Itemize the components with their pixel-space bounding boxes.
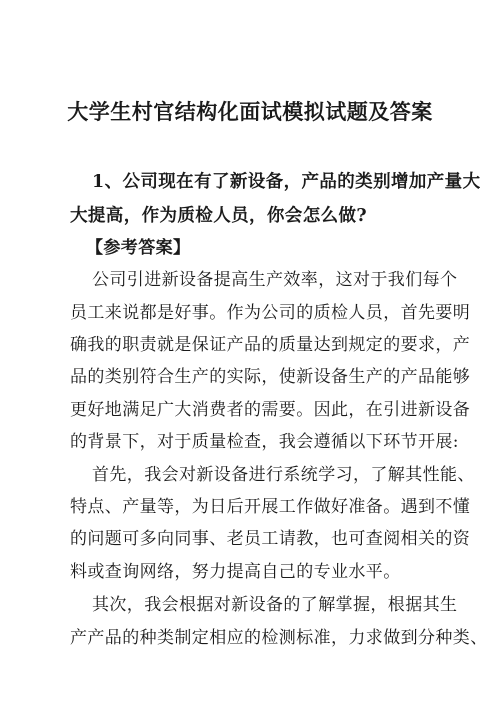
answer-line-1: 公司引进新设备提高生产效率，这对于我们每个 [92,270,458,290]
document-title: 大学生村官结构化面试模拟试题及答案 [67,99,433,124]
answer-line-7: 首先，我会对新设备进行系统学习，了解其性能、 [92,465,475,485]
answer-line-10: 料或查询网络，努力提高自己的专业水平。 [70,562,401,582]
answer-line-9: 的问题可多向同事、老员工请教，也可查阅相关的资 [70,529,471,549]
question-line-1: 1、公司现在有了新设备，产品的类别增加产量大 [92,172,481,192]
answer-label: 【参考答案】 [86,238,191,258]
answer-line-8: 特点、产量等，为日后开展工作做好准备。遇到不懂 [70,497,471,517]
answer-line-3: 确我的职责就是保证产品的质量达到规定的要求，产 [70,335,471,355]
answer-line-6: 的背景下，对于质量检查，我会遵循以下环节开展: [70,432,459,452]
question-line-2: 大提高，作为质检人员，你会怎么做? [70,206,368,226]
answer-line-2: 员工来说都是好事。作为公司的质检人员，首先要明 [70,303,471,323]
answer-line-11: 其次，我会根据对新设备的了解掌握，根据其生 [92,595,458,615]
answer-line-5: 更好地满足广大消费者的需要。因此，在引进新设备 [70,400,471,420]
answer-line-12: 产产品的种类制定相应的检测标准，力求做到分种类、 [70,628,488,648]
answer-line-4: 品的类别符合生产的实际，使新设备生产的产品能够 [70,367,471,387]
